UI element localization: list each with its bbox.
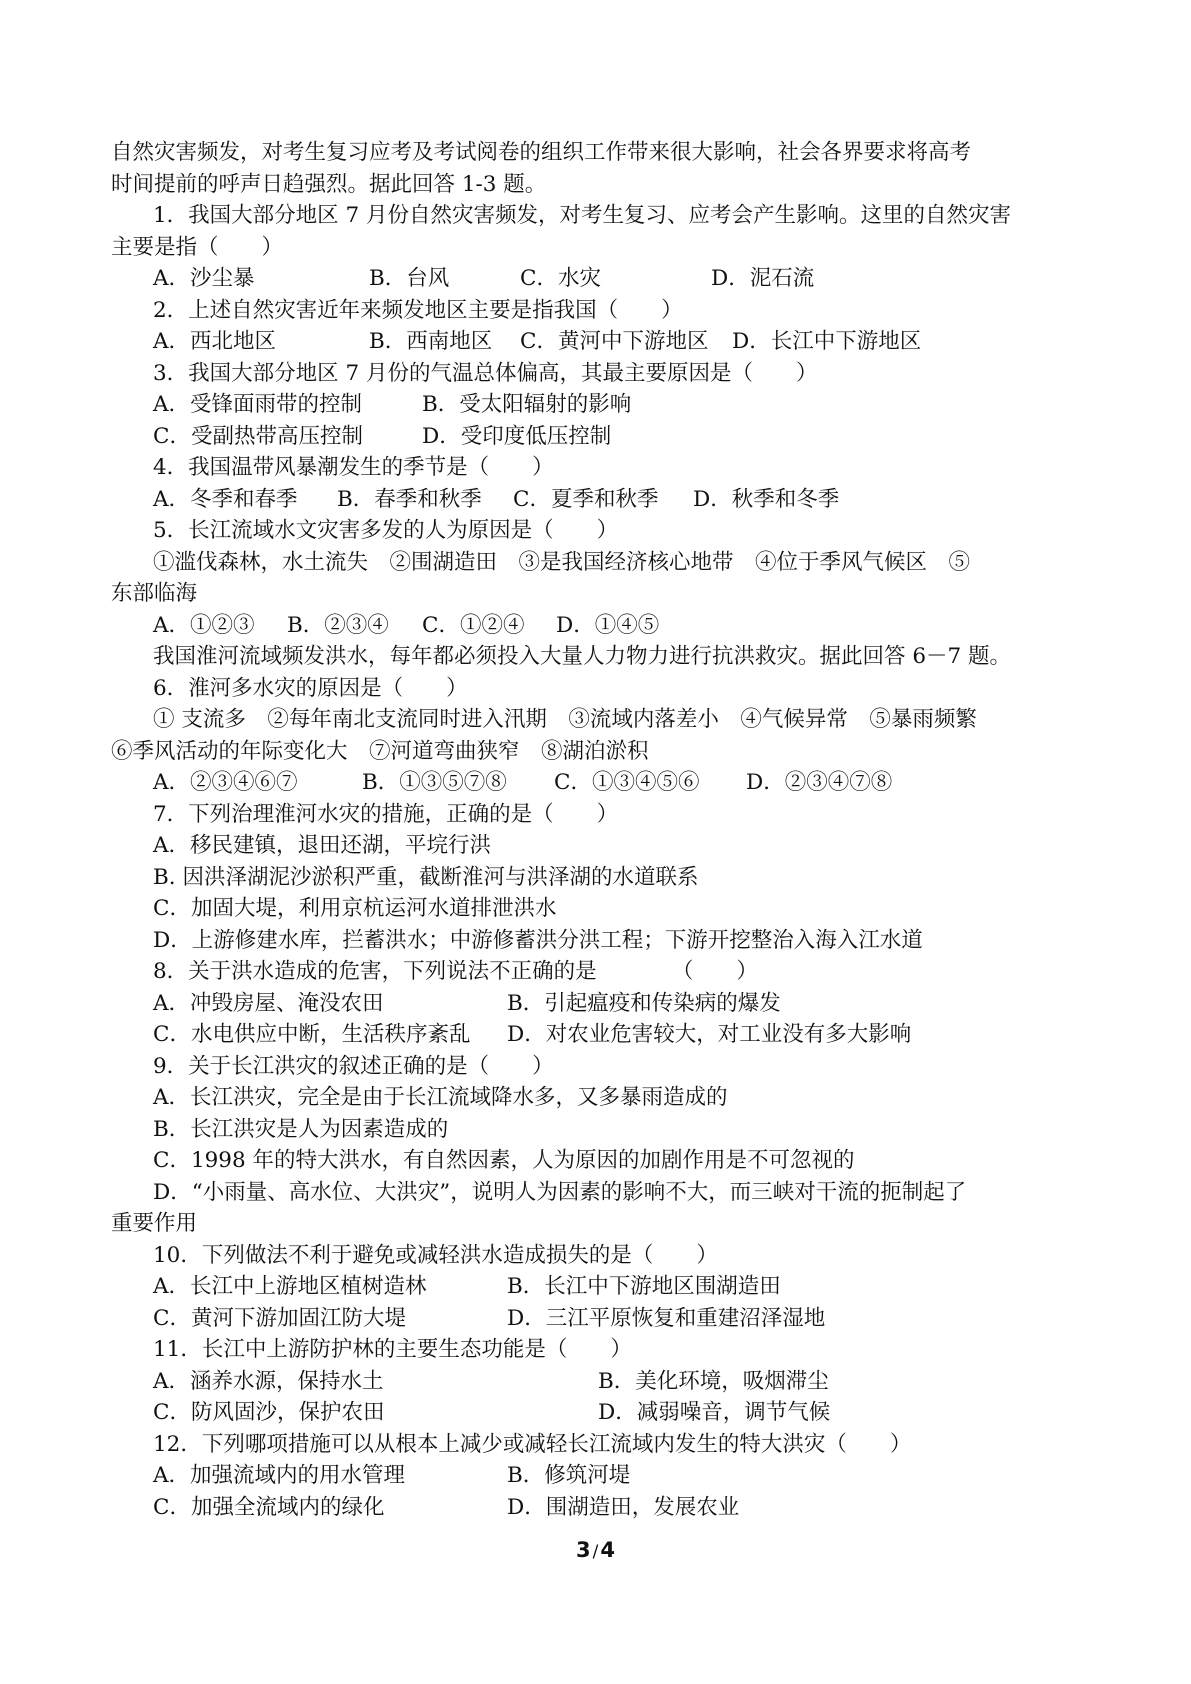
q6-statements: ① 支流多 ②每年南北支流同时进入汛期 ③流域内落差小 ④气候异常 ⑤暴雨频繁 — [153, 707, 977, 732]
question-2: 2．上述自然灾害近年来频发地区主要是指我国（ ） — [153, 297, 683, 323]
q6-option-c: C．①③④⑤⑥ — [554, 770, 700, 795]
q7-option-b: B. 因洪泽湖泥沙淤积严重，截断淮河与洪泽湖的水道联系 — [153, 864, 699, 890]
intro-6-7: 我国淮河流域频发洪水，每年都必须投入大量人力物力进行抗洪救灾。据此回答 6－7 题。 — [153, 644, 1012, 669]
q8-option-b: B．引起瘟疫和传染病的爆发 — [507, 990, 781, 1016]
q2-options — [111, 326, 1091, 358]
q3-options-row1 — [111, 389, 1091, 421]
q2-option-c: C．黄河中下游地区 — [520, 329, 709, 354]
q2-option-b: B．西南地区 — [369, 329, 493, 354]
intro-line-2: 时间提前的呼声日趋强烈。据此回答 1-3 题。 — [111, 171, 547, 197]
exam-content — [111, 137, 1091, 1523]
q12-option-a: A．加强流域内的用水管理 — [153, 1463, 406, 1488]
question-12: 12．下列哪项措施可以从根本上减少或减轻长江流域内发生的特大洪灾（ ） — [153, 1431, 912, 1457]
q3-option-b: B．受太阳辐射的影响 — [422, 392, 632, 417]
question-11: 11．长江中上游防护林的主要生态功能是（ ） — [153, 1337, 632, 1362]
q11-options-row2 — [111, 1397, 1091, 1429]
q7-option-d: D．上游修建水库，拦蓄洪水；中游修蓄洪分洪工程；下游开挖整治入海入江水道 — [153, 927, 923, 953]
q11-option-d: D．减弱噪音，调节气候 — [598, 1400, 831, 1425]
q1-option-c: C．水灾 — [520, 266, 601, 291]
page-current: 3 — [576, 1538, 591, 1562]
question-1-cont: 主要是指（ ） — [111, 234, 284, 260]
q5-statements-cont: 东部临海 — [111, 581, 198, 606]
q6-option-b: B．①③⑤⑦⑧ — [362, 770, 507, 795]
q8-option-d: D．对农业危害较大，对工业没有多大影响 — [507, 1022, 912, 1047]
q4-options — [111, 484, 1091, 516]
page-number — [0, 1538, 1191, 1562]
q3-option-c: C．受副热带高压控制 — [153, 423, 363, 449]
intro-line-1: 自然灾害频发，对考生复习应考及考试阅卷的组织工作带来很大影响，社会各界要求将高考 — [111, 140, 972, 165]
q6-option-a: A．②③④⑥⑦ — [153, 770, 298, 795]
q12-option-b: B．修筑河堤 — [507, 1463, 631, 1488]
question-8: 8．关于洪水造成的危害，下列说法不正确的是 （ ） — [153, 959, 758, 984]
question-6: 6．淮河多水灾的原因是（ ） — [153, 675, 468, 701]
q8-options-row2 — [111, 1019, 1091, 1051]
q9-option-d: D．“小雨量、高水位、大洪灾”，说明人为因素的影响不大，而三峡对干流的扼制起了 — [153, 1179, 967, 1205]
q11-option-a: A．涵养水源，保持水土 — [153, 1368, 384, 1394]
q4-option-b: B．春季和秋季 — [337, 486, 482, 512]
q10-options-row2 — [111, 1303, 1091, 1335]
q11-option-c: C．防风固沙，保护农田 — [153, 1400, 385, 1425]
q2-option-a: A．西北地区 — [153, 329, 277, 354]
page-separator: / — [592, 1542, 599, 1562]
q8-option-a: A．冲毁房屋、淹没农田 — [153, 990, 384, 1016]
q1-options — [111, 263, 1091, 295]
q9-option-c: C．1998 年的特大洪水，有自然因素，人为原因的加剧作用是不可忽视的 — [153, 1148, 855, 1173]
q6-options — [111, 767, 1091, 799]
q7-option-c: C．加固大堤，利用京杭运河水道排泄洪水 — [153, 896, 557, 921]
q10-option-c: C．黄河下游加固江防大堤 — [153, 1305, 406, 1331]
q3-option-a: A．受锋面雨带的控制 — [153, 392, 363, 417]
q4-option-d: D．秋季和冬季 — [693, 486, 840, 512]
q10-option-b: B．长江中下游地区围湖造田 — [507, 1274, 781, 1299]
question-3: 3．我国大部分地区 7 月份的气温总体偏高，其最主要原因是（ ） — [153, 360, 818, 386]
question-9: 9．关于长江洪灾的叙述正确的是（ ） — [153, 1053, 554, 1079]
q4-option-c: C．夏季和秋季 — [513, 486, 659, 512]
q12-options-row2 — [111, 1492, 1091, 1524]
q4-option-a: A．冬季和春季 — [153, 486, 298, 512]
q10-option-a: A．长江中上游地区植树造林 — [153, 1274, 427, 1299]
q1-option-b: B．台风 — [369, 266, 450, 291]
q6-statements-cont: ⑥季风活动的年际变化大 ⑦河道弯曲狭窄 ⑧湖泊淤积 — [111, 738, 649, 764]
q9-option-d-cont: 重要作用 — [111, 1211, 198, 1236]
q5-option-b: B．②③④ — [287, 612, 389, 638]
q5-option-a: A．①②③ — [153, 612, 255, 638]
q6-option-d: D．②③④⑦⑧ — [746, 770, 893, 795]
q8-options-row1 — [111, 988, 1091, 1020]
q1-option-d: D．泥石流 — [711, 266, 815, 291]
question-4: 4．我国温带风暴潮发生的季节是（ ） — [153, 455, 554, 480]
q9-option-b: B．长江洪灾是人为因素造成的 — [153, 1116, 449, 1142]
question-10: 10．下列做法不利于避免或减轻洪水造成损失的是（ ） — [153, 1242, 718, 1268]
q9-option-a: A．长江洪灾，完全是由于长江流域降水多，又多暴雨造成的 — [153, 1085, 728, 1110]
q12-option-c: C．加强全流域内的绿化 — [153, 1494, 385, 1520]
q11-option-b: B．美化环境，吸烟滞尘 — [598, 1368, 829, 1394]
question-7: 7．下列治理淮河水灾的措施，正确的是（ ） — [153, 801, 619, 827]
page-total: 4 — [600, 1538, 615, 1562]
q8-option-c: C．水电供应中断，生活秩序紊乱 — [153, 1022, 471, 1047]
q10-options-row1 — [111, 1271, 1091, 1303]
q5-statements: ①滥伐森林，水土流失 ②围湖造田 ③是我国经济核心地带 ④位于季风气候区 ⑤ — [153, 549, 971, 575]
q2-option-d: D．长江中下游地区 — [732, 329, 922, 354]
q3-option-d: D．受印度低压控制 — [422, 423, 612, 449]
q3-options-row2 — [111, 421, 1091, 453]
q10-option-d: D．三江平原恢复和重建沼泽湿地 — [507, 1305, 826, 1331]
q12-options-row1 — [111, 1460, 1091, 1492]
q1-option-a: A．沙尘暴 — [153, 266, 255, 291]
q7-option-a: A．移民建镇，退田还湖，平垸行洪 — [153, 833, 492, 858]
q5-options — [111, 610, 1091, 642]
question-5: 5．长江流域水文灾害多发的人为原因是（ ） — [153, 518, 619, 543]
q5-option-c: C．①②④ — [422, 612, 525, 638]
q12-option-d: D．围湖造田，发展农业 — [507, 1494, 740, 1520]
question-1: 1．我国大部分地区 7 月份自然灾害频发，对考生复习、应考会产生影响。这里的自然灾害 — [153, 203, 1012, 228]
q11-options-row1 — [111, 1366, 1091, 1398]
q5-option-d: D．①④⑤ — [556, 612, 660, 638]
